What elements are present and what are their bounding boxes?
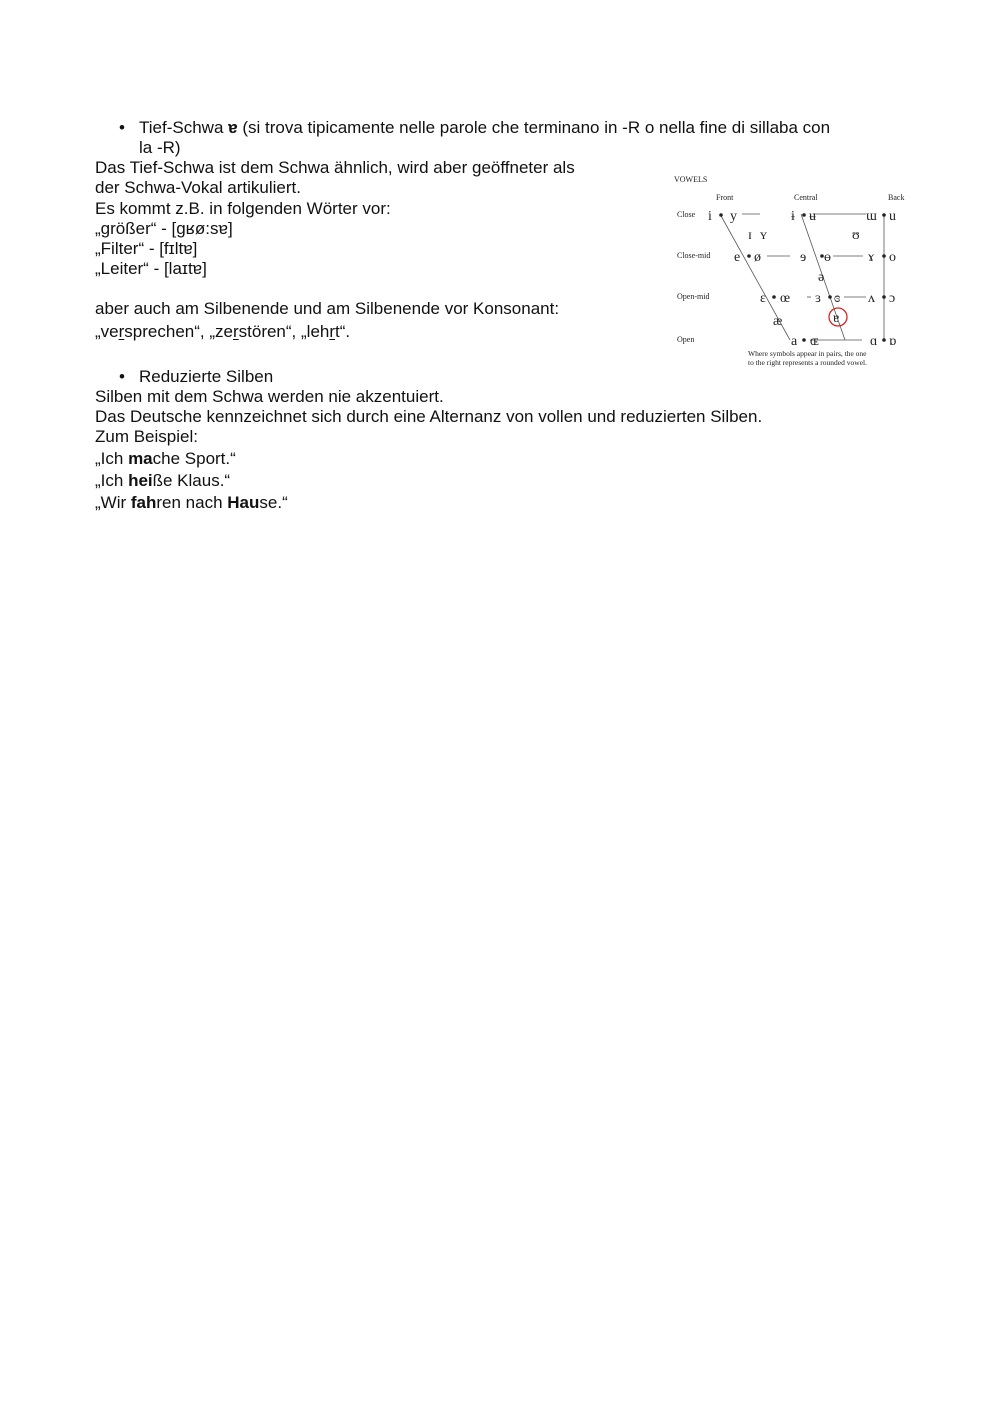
row-open: Open xyxy=(677,335,695,344)
example-word: „Leiter“ - [laɪtɐ] xyxy=(95,259,207,278)
vowel-barred-o: ɵ xyxy=(824,250,831,265)
vowel-schwa: ə xyxy=(818,270,825,285)
bullet: • xyxy=(119,118,125,137)
vowel-oe: œ xyxy=(780,291,791,306)
vowel-turned-script-a: ɒ xyxy=(889,334,897,349)
vowel-open-e: ɛ xyxy=(760,291,766,306)
reduced-syllables-heading: Reduzierte Silben xyxy=(139,367,274,386)
ipa-vowel-chart xyxy=(670,170,915,370)
row-open-mid: Open-mid xyxy=(677,292,710,301)
vowel-small-cap-y: ʏ xyxy=(760,228,767,243)
vowel-o-slash: ø xyxy=(754,250,761,265)
col-back: Back xyxy=(888,193,905,202)
paragraph-line: Das Deutsche kennzeichnet sich durch eine Alternanz von vollen und reduzierten Silben. xyxy=(95,407,763,426)
paragraph-line: Das Tief-Schwa ist dem Schwa ähnlich, wird aber geöffneter als xyxy=(95,158,575,177)
vowel-small-cap-i: ɪ xyxy=(748,228,752,243)
chart-note: to the right represents a rounded vowel. xyxy=(748,358,867,367)
chart-note: Where symbols appear in pairs, the one xyxy=(748,349,867,358)
vowel-script-a: ɑ xyxy=(870,334,878,349)
vowel-small-cap-oe: ɶ xyxy=(810,334,819,349)
tief-schwa-heading-cont: la -R) xyxy=(139,138,181,157)
vowel-turned-v: ʌ xyxy=(868,291,875,306)
bullet: • xyxy=(119,367,125,386)
vowel-reversed-e: ɘ xyxy=(800,250,807,265)
paragraph-line: aber auch am Silbenende und am Silbenende vor Konsonant: xyxy=(95,299,560,318)
paragraph-line: der Schwa-Vokal artikuliert. xyxy=(95,178,301,197)
vowel-reversed-open-e: ɜ xyxy=(815,291,821,306)
tief-schwa-symbol: ɐ xyxy=(228,118,238,137)
example-word: „größer“ - [gʁø:sɐ] xyxy=(95,219,233,238)
col-front: Front xyxy=(716,193,734,202)
syllable-end-examples: „versprechen“, „zerstören“, „lehrt“. xyxy=(95,322,351,341)
chart-title: VOWELS xyxy=(674,175,708,184)
vowel-barred-u: ʉ xyxy=(809,209,816,224)
paragraph-line: Zum Beispiel: xyxy=(95,427,198,446)
vowel-barred-i: ɨ xyxy=(791,209,795,224)
vowel-rams-horn: ɤ xyxy=(868,250,875,265)
row-close: Close xyxy=(677,210,696,219)
example-sentence: „Ich heiße Klaus.“ xyxy=(95,471,231,490)
paragraph-line: Es kommt z.B. in folgenden Wörter vor: xyxy=(95,199,391,218)
chart-dots xyxy=(719,213,886,342)
row-close-mid: Close-mid xyxy=(677,251,711,260)
vowel-turned-a: ɐ xyxy=(833,311,840,326)
example-sentence: „Ich mache Sport.“ xyxy=(95,449,236,468)
tief-schwa-heading: Tief-Schwa ɐ (si trova tipicamente nelle parole che terminano in -R o nella fine di sillaba con xyxy=(139,118,831,137)
example-sentence: „Wir fahren nach Hause.“ xyxy=(95,493,288,512)
vowel-o: o xyxy=(889,250,896,265)
col-central: Central xyxy=(794,193,818,202)
vowel-a: a xyxy=(791,334,798,349)
vowel-closed-reversed-open-e: ɞ xyxy=(834,291,841,306)
vowel-open-o: ɔ xyxy=(889,291,896,306)
vowel-u: u xyxy=(889,209,896,224)
example-word: „Filter“ - [fɪltɐ] xyxy=(95,239,198,258)
paragraph-line: Silben mit dem Schwa werden nie akzentuiert. xyxy=(95,387,444,406)
vowel-ae: æ xyxy=(773,314,783,329)
vowel-y: y xyxy=(730,209,737,224)
vowel-upsilon: ʊ xyxy=(852,228,860,243)
vowel-turned-m: ɯ xyxy=(866,209,877,224)
vowel-e: e xyxy=(734,250,741,265)
vowel-i: i xyxy=(708,209,712,224)
